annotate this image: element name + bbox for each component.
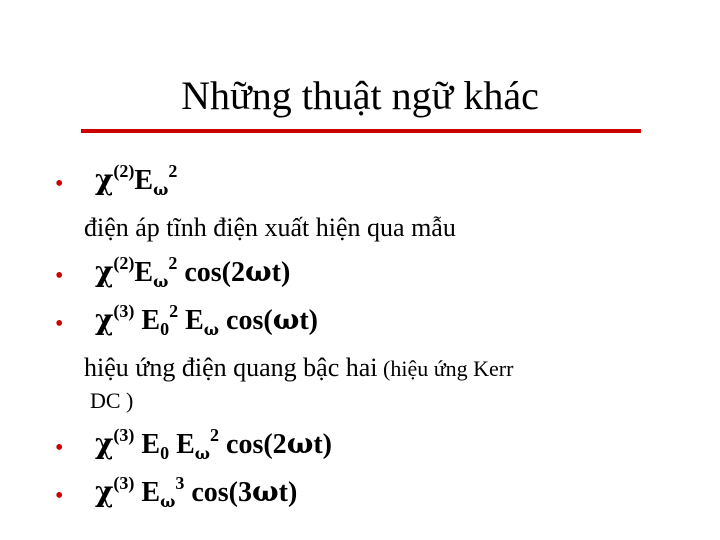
bullet-1: • bbox=[55, 171, 64, 197]
omega-symbol: ω bbox=[286, 427, 314, 460]
bullet-3: • bbox=[55, 311, 64, 337]
static-field-subscript: 0 bbox=[160, 443, 170, 463]
chi-order: (3) bbox=[113, 301, 135, 321]
field-symbol: E bbox=[169, 429, 195, 460]
field-subscript: ω bbox=[160, 492, 176, 511]
description-kerr-effect bbox=[84, 352, 513, 385]
chi-order: (3) bbox=[113, 473, 135, 493]
omega-symbol: ω bbox=[245, 255, 272, 288]
cos-open: cos( bbox=[219, 305, 273, 336]
cos-close: t) bbox=[299, 305, 319, 336]
cos-close: t) bbox=[313, 429, 333, 460]
equation-chi2-e-omega-squared bbox=[95, 163, 177, 198]
static-field-symbol: E bbox=[134, 429, 161, 460]
cos-open: cos(3 bbox=[184, 477, 252, 508]
chi-symbol: χ bbox=[95, 303, 114, 336]
static-field-power: 2 bbox=[169, 301, 179, 321]
static-field-symbol: E bbox=[134, 305, 161, 336]
field-subscript: ω bbox=[153, 180, 169, 199]
omega-symbol: ω bbox=[272, 303, 300, 336]
field-power: 3 bbox=[175, 473, 185, 493]
cos-close: t) bbox=[278, 477, 298, 508]
bullet-4: • bbox=[55, 435, 64, 461]
chi-order: (2) bbox=[113, 161, 135, 181]
chi-symbol: χ bbox=[95, 475, 114, 508]
static-field-subscript: 0 bbox=[160, 319, 170, 339]
slide-title: Những thuật ngữ khác bbox=[181, 73, 539, 118]
equation-chi3-e0-e-omega-squared-cos2wt bbox=[95, 427, 332, 462]
chi-symbol: χ bbox=[95, 163, 114, 196]
omega-symbol: ω bbox=[252, 475, 279, 508]
field-power: 2 bbox=[210, 425, 220, 445]
cos-close: t) bbox=[271, 257, 291, 288]
description-parenthetical-continued: DC ) bbox=[90, 388, 134, 413]
field-symbol: E bbox=[134, 477, 161, 508]
description-main: hiệu ứng điện quang bậc hai bbox=[84, 353, 378, 382]
description-static-voltage: điện áp tĩnh điện xuất hiện qua mẫu bbox=[84, 213, 456, 242]
bullet-2: • bbox=[55, 263, 64, 289]
field-power: 2 bbox=[168, 161, 178, 181]
field-symbol: E bbox=[134, 257, 154, 288]
chi-symbol: χ bbox=[95, 427, 114, 460]
chi-symbol: χ bbox=[95, 255, 114, 288]
field-subscript: ω bbox=[194, 444, 211, 463]
equation-chi3-e0-squared-e-omega-coswt bbox=[95, 303, 318, 338]
bullet-5: • bbox=[55, 483, 64, 509]
equation-chi3-e-omega-cubed-cos3wt bbox=[95, 475, 297, 510]
field-power: 2 bbox=[168, 253, 178, 273]
cos-open: cos(2 bbox=[177, 257, 245, 288]
field-subscript: ω bbox=[153, 272, 169, 291]
title-underline bbox=[81, 129, 641, 133]
field-symbol: E bbox=[134, 165, 154, 196]
cos-open: cos(2 bbox=[219, 429, 287, 460]
equation-chi2-e-omega-squared-cos2wt bbox=[95, 255, 290, 290]
field-subscript: ω bbox=[203, 320, 220, 339]
chi-order: (3) bbox=[113, 425, 135, 445]
chi-order: (2) bbox=[113, 253, 135, 273]
description-parenthetical: (hiệu ứng Kerr bbox=[377, 356, 514, 381]
field-symbol: E bbox=[178, 305, 204, 336]
